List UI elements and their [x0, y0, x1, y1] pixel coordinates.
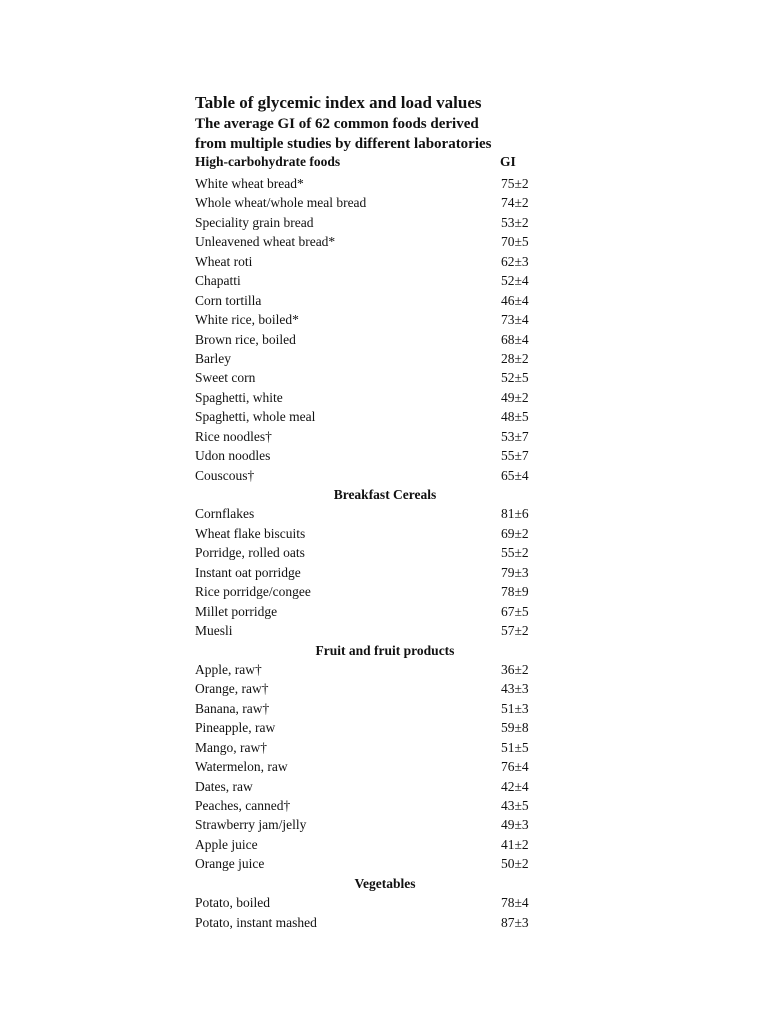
gi-value: 55±2	[501, 545, 529, 561]
column-header-gi: GI	[500, 154, 516, 169]
gi-value: 75±2	[501, 176, 529, 191]
gi-value: 79±3	[501, 564, 529, 580]
gi-value: 76±4	[501, 759, 529, 775]
table-row	[195, 524, 575, 543]
table-row	[195, 835, 575, 854]
food-name: Banana, raw†	[195, 700, 270, 716]
gi-table-document	[195, 92, 575, 932]
table-row	[195, 388, 575, 407]
table-row	[195, 291, 575, 310]
table-row	[195, 893, 575, 912]
table-row	[195, 174, 575, 193]
food-name: Unleavened wheat bread*	[195, 234, 336, 250]
food-name: Brown rice, boiled	[195, 331, 296, 347]
gi-value: 50±2	[501, 856, 529, 872]
food-name: Barley	[195, 350, 231, 366]
gi-value: 48±5	[501, 409, 529, 425]
table-row	[195, 602, 575, 621]
gi-value: 41±2	[501, 836, 529, 852]
food-name: Wheat flake biscuits	[195, 525, 306, 541]
table-row	[195, 446, 575, 465]
food-name: White wheat bread*	[195, 176, 304, 191]
food-name: Peaches, canned†	[195, 798, 291, 813]
section-heading-vegetables: Vegetables	[354, 875, 416, 891]
gi-value: 53±7	[501, 428, 529, 444]
gi-value: 69±2	[501, 525, 529, 541]
table-row	[195, 543, 575, 562]
gi-value: 78±9	[501, 584, 529, 600]
gi-value: 49±3	[501, 817, 529, 833]
food-name: Potato, instant mashed	[195, 914, 317, 930]
document-subtitle-line-2: from multiple studies by different laboratories	[195, 136, 492, 152]
food-name: Mango, raw†	[195, 739, 267, 755]
table-row	[195, 368, 575, 387]
food-name: Wheat roti	[195, 253, 253, 269]
table-row	[195, 854, 575, 873]
table-row	[195, 504, 575, 523]
food-name: Pineapple, raw	[195, 720, 276, 736]
table-row	[195, 815, 575, 834]
column-header-food: High-carbohydrate foods	[195, 154, 341, 169]
gi-value: 70±5	[501, 234, 529, 250]
gi-value: 78±4	[501, 895, 529, 911]
food-name: Whole wheat/whole meal bread	[195, 195, 367, 211]
table-row	[195, 252, 575, 271]
food-name: White rice, boiled*	[195, 312, 299, 328]
gi-value: 52±5	[501, 370, 529, 386]
gi-value: 73±4	[501, 312, 529, 328]
table-row	[195, 271, 575, 290]
food-name: Udon noodles	[195, 448, 271, 464]
food-name: Rice porridge/congee	[195, 584, 311, 600]
table-row	[195, 679, 575, 698]
gi-value: 43±5	[501, 798, 529, 813]
gi-value: 65±4	[501, 467, 529, 483]
table-row	[195, 466, 575, 485]
gi-value: 52±4	[501, 273, 529, 289]
gi-value: 49±2	[501, 389, 529, 405]
table-row	[195, 660, 575, 679]
table-row	[195, 757, 575, 776]
table-row	[195, 407, 575, 426]
table-row	[195, 621, 575, 640]
gi-value: 46±4	[501, 292, 529, 308]
gi-value: 53±2	[501, 214, 529, 230]
high-carb-section	[195, 174, 575, 485]
gi-value: 74±2	[501, 195, 529, 211]
section-heading-breakfast: Breakfast Cereals	[333, 487, 437, 502]
food-name: Porridge, rolled oats	[195, 545, 305, 561]
food-name: Millet porridge	[195, 603, 278, 619]
food-name: Orange juice	[195, 856, 265, 872]
table-row	[195, 718, 575, 737]
gi-value: 62±3	[501, 253, 529, 269]
food-name: Dates, raw	[195, 778, 253, 794]
table-row	[195, 582, 575, 601]
food-name: Spaghetti, whole meal	[195, 409, 316, 425]
gi-value: 42±4	[501, 778, 529, 794]
table-header	[195, 154, 575, 174]
fruit-section	[195, 660, 575, 874]
gi-value: 67±5	[501, 603, 529, 619]
gi-value: 51±3	[501, 700, 529, 716]
gi-value: 87±3	[501, 914, 529, 930]
gi-value: 55±7	[501, 448, 529, 464]
gi-value: 51±5	[501, 739, 529, 755]
document-subtitle-line-1: The average GI of 62 common foods derived	[195, 116, 479, 132]
food-name: Corn tortilla	[195, 292, 262, 308]
gi-value: 28±2	[501, 350, 529, 366]
food-name: Rice noodles†	[195, 428, 272, 444]
food-name: Instant oat porridge	[195, 564, 301, 580]
food-name: Spaghetti, white	[195, 389, 283, 405]
food-name: Muesli	[195, 623, 233, 639]
gi-value: 68±4	[501, 331, 529, 347]
table-row	[195, 232, 575, 251]
table-row	[195, 913, 575, 932]
food-name: Strawberry jam/jelly	[195, 817, 307, 833]
table-row	[195, 699, 575, 718]
table-row	[195, 738, 575, 757]
food-name: Cornflakes	[195, 506, 255, 522]
gi-value: 81±6	[501, 506, 529, 522]
breakfast-section	[195, 504, 575, 640]
food-name: Potato, boiled	[195, 895, 270, 911]
food-name: Watermelon, raw	[195, 759, 288, 775]
table-row	[195, 563, 575, 582]
food-name: Speciality grain bread	[195, 214, 314, 230]
table-row	[195, 427, 575, 446]
vegetables-section	[195, 893, 575, 932]
food-name: Orange, raw†	[195, 681, 269, 697]
food-name: Sweet corn	[195, 370, 256, 386]
table-row	[195, 349, 575, 368]
gi-value: 59±8	[501, 720, 529, 736]
food-name: Apple, raw†	[195, 661, 262, 677]
section-heading-fruit: Fruit and fruit products	[315, 642, 455, 658]
food-name: Couscous†	[195, 467, 255, 483]
table-row	[195, 193, 575, 212]
gi-value: 36±2	[501, 661, 529, 677]
table-row	[195, 310, 575, 329]
table-row	[195, 330, 575, 349]
gi-value: 57±2	[501, 623, 529, 639]
food-name: Apple juice	[195, 836, 258, 852]
gi-value: 43±3	[501, 681, 529, 697]
table-row	[195, 777, 575, 796]
document-title: Table of glycemic index and load values	[195, 93, 482, 112]
table-row	[195, 213, 575, 232]
food-name: Chapatti	[195, 273, 241, 289]
table-row	[195, 796, 575, 815]
